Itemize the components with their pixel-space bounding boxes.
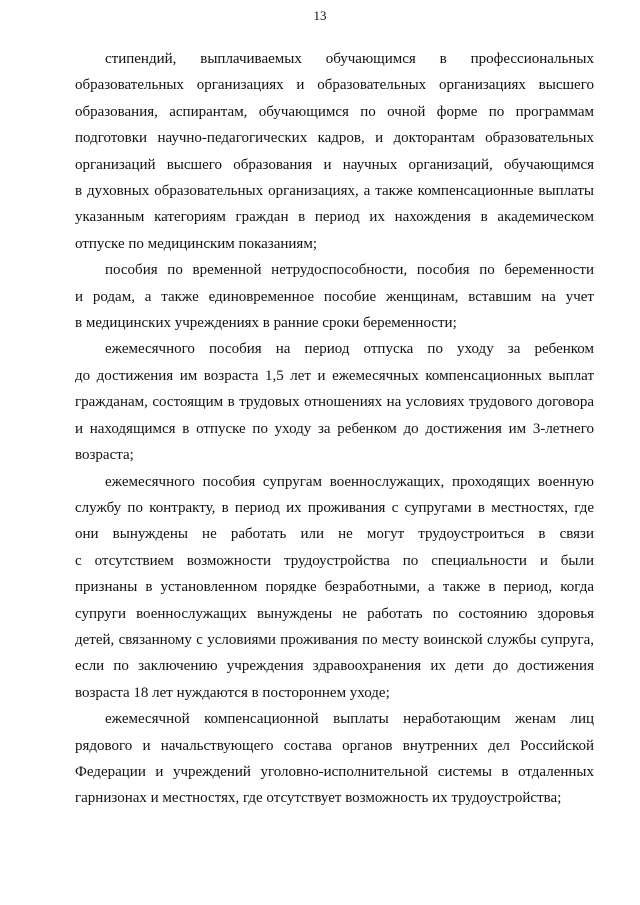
- text-line: они вынуждены не работать или не могут трудоустроиться в связи: [75, 526, 594, 543]
- text-line: до достижения им возраста 1,5 лет и ежемесячных компенсационных выплат: [75, 367, 594, 384]
- text-line: организаций высшего образования и научных организаций, обучающимся: [75, 156, 594, 173]
- text-line: ежемесячной компенсационной выплаты неработающим женам лиц: [105, 711, 594, 728]
- text-line: образования, аспирантам, обучающимся по очной форме по программам: [75, 103, 594, 120]
- text-line: возраста;: [75, 447, 134, 464]
- text-line: рядового и начальствующего состава органов внутренних дел Российской: [75, 737, 594, 754]
- paragraph-stipends: [75, 46, 594, 257]
- document-body: [75, 46, 594, 812]
- text-line: супруги военнослужащих вынуждены не работать по состоянию здоровья: [75, 605, 594, 622]
- text-line: образовательных организациях и образовательных организациях высшего: [75, 77, 594, 94]
- text-line: ежемесячного пособия на период отпуска по уходу за ребенком: [105, 341, 594, 358]
- page-number: 13: [313, 8, 327, 23]
- text-line: ежемесячного пособия супругам военнослужащих, проходящих военную: [105, 473, 594, 490]
- text-line: пособия по временной нетрудоспособности, пособия по беременности: [105, 262, 594, 279]
- text-line: и родам, а также единовременное пособие женщинам, вставшим на учет: [75, 288, 594, 305]
- text-line: подготовки научно-педагогических кадров, и докторантам образовательных: [75, 130, 594, 147]
- paragraph-military-spouses: [75, 469, 594, 707]
- text-line: службу по контракту, в период их проживания с супругами в местностях, где: [75, 499, 594, 516]
- text-line: Федерации и учреждений уголовно-исполнительной системы в отдаленных: [75, 763, 594, 780]
- paragraph-childcare-leave: [75, 336, 594, 468]
- text-line: гражданам, состоящим в трудовых отношениях на условиях трудового договора: [75, 394, 594, 411]
- text-line: отпуске по медицинским показаниям;: [75, 235, 317, 252]
- text-line: указанным категориям граждан в период их нахождения в академическом: [75, 209, 594, 226]
- text-line: возраста 18 лет нуждаются в постороннем уходе;: [75, 684, 390, 701]
- paragraph-compensation-wives: [75, 706, 594, 812]
- text-line: детей, связанному с условиями проживания по месту воинской службы супруга,: [75, 631, 594, 648]
- text-line: гарнизонах и местностях, где отсутствует возможность их трудоустройства;: [75, 790, 562, 807]
- text-line: и находящимся в отпуске по уходу за ребенком до достижения им 3-летнего: [75, 420, 594, 437]
- text-line: с отсутствием возможности трудоустройства по специальности и были: [75, 552, 594, 569]
- text-line: в духовных образовательных организациях, а также компенсационные выплаты: [75, 183, 594, 200]
- text-line: в медицинских учреждениях в ранние сроки беременности;: [75, 315, 457, 332]
- text-line: признаны в установленном порядке безработными, а также в период, когда: [75, 579, 594, 596]
- paragraph-disability-maternity: [75, 257, 594, 336]
- text-line: если по заключению учреждения здравоохранения их дети до достижения: [75, 658, 594, 675]
- text-line: стипендий, выплачиваемых обучающимся в профессиональных: [105, 51, 594, 67]
